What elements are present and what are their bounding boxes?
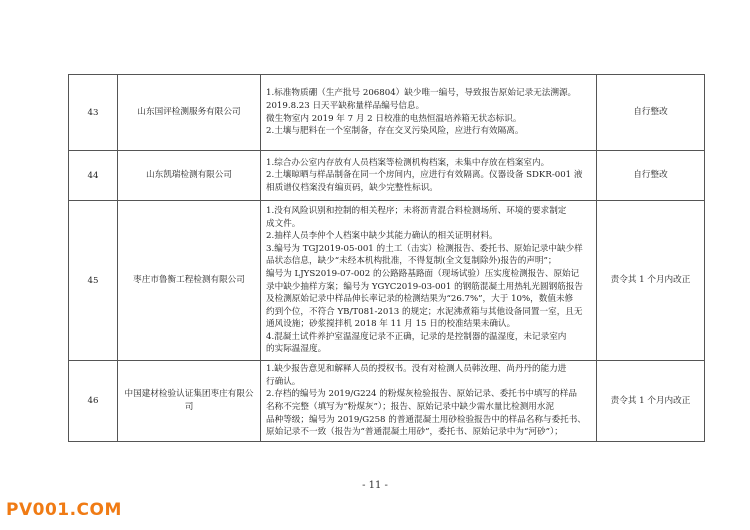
- issue-list: [261, 85, 596, 139]
- issue-list: [261, 361, 596, 441]
- issue-line: 的实际温湿度。: [266, 344, 327, 355]
- issue-line: 2.土壤晾晒与样品制备在同一个房间内，应进行有效隔离。仪器设备 SDKR-001 液: [266, 170, 583, 181]
- issue-line: 品种等级；编号为 2019/G258 的普通混凝土用砂检验报告中的样品名称与委托书、: [266, 414, 586, 425]
- rectification-action-cell: [597, 361, 705, 442]
- page-number: - 11 -: [362, 480, 388, 491]
- organization-name: 山东凯瑞检测有限公司: [146, 170, 232, 180]
- inspection-results-table: [68, 74, 705, 442]
- row-number: 46: [69, 361, 118, 442]
- issue-line: 1.标准物质硼（生产批号 206804）缺少唯一编号，导致报告原始记录无法溯源。: [266, 88, 577, 99]
- rectification-action: 责令其 1 个月内改正: [610, 395, 691, 406]
- issue-line: 2019.8.23 日天平缺称量样品编号信息。: [266, 100, 425, 111]
- issue-line: 编号为 LJYS2019-07-002 的公路路基路面（现场试验）压实度检测报告、原始记: [266, 268, 580, 279]
- issue-list: [261, 203, 596, 358]
- issues-cell: [261, 151, 597, 201]
- issue-line: 微生物室内 2019 年 7 月 2 日校准的电热恒温培养箱无状态标识。: [266, 113, 522, 124]
- issue-line: 通风设施；砂浆搅拌机 2018 年 11 月 15 日的校准结果未确认。: [266, 319, 516, 330]
- issue-line: 1.综合办公室内存放有人员档案等检测机构档案，未集中存放在档案室内。: [266, 157, 550, 168]
- issue-line: 1.没有风险识别和控制的相关程序；未将沥青混合料检测场所、环境的要求制定: [266, 205, 567, 216]
- issue-list: [261, 155, 596, 197]
- issue-line: 3.编号为 TGJ2019-05-001 的土工（击实）检测报告、委托书、原始记录中缺少样: [266, 243, 583, 254]
- row-number: 45: [69, 201, 118, 361]
- rectification-action-cell: [597, 151, 705, 201]
- rectification-action-cell: [597, 75, 705, 151]
- issues-cell: [261, 201, 597, 361]
- organization-name-cell: [118, 201, 261, 361]
- issue-line: 及检测原始记录中样品伸长率记录的检测结果为“26.7%”，大于 10%，数值未修: [266, 294, 574, 305]
- organization-name-cell: [118, 151, 261, 201]
- issue-line: 1.缺少报告意见和解释人员的授权书。没有对检测人员韩汝理、尚丹丹的能力进: [266, 364, 567, 375]
- issue-line: 4.混凝土试件养护室温湿度记录不正确，记录的是控制器的温湿度，未记录室内: [266, 331, 567, 342]
- organization-name: 山东国评检测服务有限公司: [137, 107, 241, 117]
- rectification-action: 自行整改: [633, 170, 668, 180]
- organization-name: 中国建材检验认证集团枣庄有限公司: [124, 389, 254, 412]
- table-row: [69, 151, 705, 201]
- issue-line: 原始记录不一致（报告为“普通混凝土用砂”，委托书、原始记录中为“河砂”）；: [266, 427, 563, 438]
- site-watermark: PV001.COM: [6, 500, 122, 520]
- rectification-action: 自行整改: [633, 107, 668, 117]
- table-row: [69, 361, 705, 442]
- table-row: [69, 201, 705, 361]
- issue-line: 相质谱仪档案没有编页码，缺少完整性标识。: [266, 182, 438, 193]
- issue-line: 2.土壤与肥料在一个室制备，存在交叉污染风险，应进行有效隔离。: [266, 126, 524, 137]
- organization-name: 枣庄市鲁衡工程检测有限公司: [133, 275, 245, 285]
- organization-name-cell: [118, 75, 261, 151]
- table-row: [69, 75, 705, 151]
- issue-line: 录中缺少抽样方案；编号为 YGYC2019-03-001 的钢筋混凝土用热轧光圆钢筋报告: [266, 281, 583, 292]
- issue-line: 品状态信息，缺少“未经本机构批准，不得复制(全文复制除外)报告的声明”；: [266, 256, 557, 267]
- issue-line: 名称不完整（填写为“粉煤灰”）；报告、原始记录中缺少需水量比检测用水泥: [266, 402, 555, 412]
- rectification-action: 责令其 1 个月内改正: [610, 275, 691, 285]
- organization-name-cell: [118, 361, 261, 442]
- issue-line: 成文件。: [266, 218, 301, 229]
- issues-cell: [261, 75, 597, 151]
- issue-line: 约到个位，不符合 YB/T081-2013 的规定；水泥沸煮箱与其他设备同置一室，且无: [266, 306, 583, 317]
- row-number: 43: [69, 75, 118, 151]
- issue-line: 2.抽样人员李仲个人档案中缺少其能力确认的相关证明材料。: [266, 231, 498, 242]
- issue-line: 2.存档的编号为 2019/G224 的粉煤灰检验报告、原始记录、委托书中填写的样品: [266, 389, 577, 400]
- issues-cell: [261, 361, 597, 442]
- issue-line: 行确认。: [266, 376, 301, 387]
- rectification-action-cell: [597, 201, 705, 361]
- row-number: 44: [69, 151, 118, 201]
